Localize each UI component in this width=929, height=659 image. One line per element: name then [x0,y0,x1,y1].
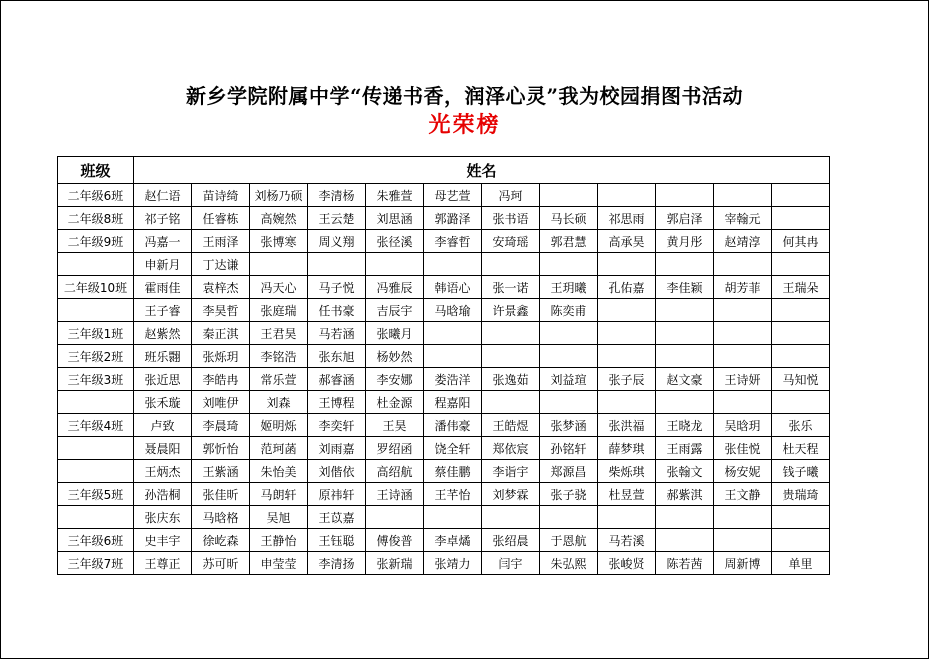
name-cell: 马长硕 [540,207,598,230]
name-cell: 丁达谦 [192,253,250,276]
table-row [58,207,830,230]
name-cell: 陈若茜 [656,552,714,575]
name-cell [656,253,714,276]
table-row [58,391,830,414]
name-cell: 黄月彤 [656,230,714,253]
name-cell: 马朗轩 [250,483,308,506]
name-cell: 张烁玥 [192,345,250,368]
name-cell: 任睿栋 [192,207,250,230]
class-cell [58,460,134,483]
name-cell: 张佳昕 [192,483,250,506]
name-cell: 高婉然 [250,207,308,230]
name-cell: 聂晨阳 [134,437,192,460]
table-row [58,460,830,483]
name-cell: 张一诺 [482,276,540,299]
name-cell [714,529,772,552]
name-cell: 韩语心 [424,276,482,299]
page-title: 新乡学院附属中学“传递书香，润泽心灵”我为校园捐图书活动 [185,84,743,108]
name-cell [598,299,656,322]
name-cell: 吉辰宇 [366,299,424,322]
name-cell [482,506,540,529]
name-cell: 罗绍函 [366,437,424,460]
name-cell: 贵瑞琦 [772,483,830,506]
name-cell: 王钰聪 [308,529,366,552]
name-cell [772,506,830,529]
name-cell: 王炳杰 [134,460,192,483]
name-cell: 史丰宇 [134,529,192,552]
class-cell: 三年级6班 [58,529,134,552]
name-cell [714,345,772,368]
name-cell: 王静怡 [250,529,308,552]
name-cell: 周义翔 [308,230,366,253]
name-cell: 王昊 [366,414,424,437]
name-cell: 郭忻怡 [192,437,250,460]
name-cell: 郭启泽 [656,207,714,230]
name-cell: 吴晗玥 [714,414,772,437]
name-cell: 赵文豪 [656,368,714,391]
donor-table-body [58,157,830,575]
name-cell: 傅俊普 [366,529,424,552]
name-cell: 杜昱萱 [598,483,656,506]
class-cell [58,391,134,414]
name-cell [656,391,714,414]
name-cell: 刘杨乃硕 [250,184,308,207]
name-cell: 宰翰元 [714,207,772,230]
name-cell [540,391,598,414]
name-cell: 祁子铭 [134,207,192,230]
name-cell: 王紫涵 [192,460,250,483]
name-cell: 杨妙然 [366,345,424,368]
name-cell [656,506,714,529]
name-cell: 姬明烁 [250,414,308,437]
name-cell [772,207,830,230]
class-cell [58,253,134,276]
name-cell: 王雨露 [656,437,714,460]
name-cell: 霍雨佳 [134,276,192,299]
name-cell: 刘偕依 [308,460,366,483]
name-cell: 卢致 [134,414,192,437]
name-cell [656,345,714,368]
name-cell: 王博程 [308,391,366,414]
name-cell [598,322,656,345]
name-cell: 刘雨嘉 [308,437,366,460]
name-cell: 母艺萱 [424,184,482,207]
name-cell: 刘唯伊 [192,391,250,414]
name-cell: 马若溪 [598,529,656,552]
name-cell [714,184,772,207]
name-cell: 杜天程 [772,437,830,460]
name-cell: 李卓燏 [424,529,482,552]
name-cell: 张庭瑞 [250,299,308,322]
name-cell: 王苡嘉 [308,506,366,529]
name-cell: 李安娜 [366,368,424,391]
name-cell [424,345,482,368]
name-cell: 申莹莹 [250,552,308,575]
table-row [58,368,830,391]
table-row [58,437,830,460]
name-cell [772,253,830,276]
name-cell: 张子辰 [598,368,656,391]
table-row [58,552,830,575]
name-cell: 李奕轩 [308,414,366,437]
name-cell: 孔佑嘉 [598,276,656,299]
name-cell: 朱弘熙 [540,552,598,575]
name-cell [772,184,830,207]
name-cell: 任书豪 [308,299,366,322]
name-cell: 郭君慧 [540,230,598,253]
name-cell [482,253,540,276]
name-cell: 柴烁琪 [598,460,656,483]
name-cell: 李皓冉 [192,368,250,391]
name-cell: 安琦瑶 [482,230,540,253]
name-cell: 郭潞泽 [424,207,482,230]
name-cell: 王尊正 [134,552,192,575]
name-cell: 李清扬 [308,552,366,575]
name-cell [540,322,598,345]
name-cell: 赵紫然 [134,322,192,345]
class-cell: 二年级6班 [58,184,134,207]
name-cell: 张径溪 [366,230,424,253]
name-cell: 冯珂 [482,184,540,207]
name-cell: 原祎轩 [308,483,366,506]
name-cell [424,322,482,345]
name-cell [540,184,598,207]
name-cell: 冯雅辰 [366,276,424,299]
name-cell: 王晓龙 [656,414,714,437]
donor-table [57,156,830,575]
table-row [58,483,830,506]
name-cell: 周新博 [714,552,772,575]
name-cell: 袁梓杰 [192,276,250,299]
name-cell: 李铭浩 [250,345,308,368]
name-cell: 秦正淇 [192,322,250,345]
table-row [58,299,830,322]
name-cell: 张乐 [772,414,830,437]
name-cell [598,506,656,529]
name-cell: 张翰文 [656,460,714,483]
name-cell [540,506,598,529]
name-cell: 王玥曦 [540,276,598,299]
name-cell: 陈奕甫 [540,299,598,322]
name-cell: 程嘉阳 [424,391,482,414]
table-row [58,414,830,437]
name-cell: 朱雅萱 [366,184,424,207]
name-cell: 马晗瑜 [424,299,482,322]
name-cell: 杨安妮 [714,460,772,483]
name-cell: 苏可昕 [192,552,250,575]
name-cell [598,345,656,368]
name-cell [656,184,714,207]
name-cell: 马若涵 [308,322,366,345]
name-cell: 何其冉 [772,230,830,253]
name-cell: 常乐萱 [250,368,308,391]
name-cell: 孙铭轩 [540,437,598,460]
class-cell [58,299,134,322]
name-cell [598,391,656,414]
name-cell [482,322,540,345]
honor-roll-subtitle: 光荣榜 [428,113,501,138]
name-cell: 王诗妍 [714,368,772,391]
name-cell: 张近思 [134,368,192,391]
name-cell: 张梦涵 [540,414,598,437]
name-cell: 张新瑞 [366,552,424,575]
class-cell: 三年级7班 [58,552,134,575]
name-cell [772,391,830,414]
name-cell [598,253,656,276]
name-cell: 单里 [772,552,830,575]
name-cell: 王云楚 [308,207,366,230]
name-cell [772,299,830,322]
name-cell: 赵靖淳 [714,230,772,253]
name-cell: 冯天心 [250,276,308,299]
name-cell: 张书语 [482,207,540,230]
name-cell [540,345,598,368]
name-cell: 马知悦 [772,368,830,391]
name-cell: 李清杨 [308,184,366,207]
name-cell: 李昊哲 [192,299,250,322]
name-cell [366,506,424,529]
name-cell: 高绍航 [366,460,424,483]
name-cell: 张博寒 [250,230,308,253]
name-cell: 刘思涵 [366,207,424,230]
name-cell [482,345,540,368]
name-cell: 李诣宇 [482,460,540,483]
name-cell: 徐屹森 [192,529,250,552]
name-cell: 苗诗绮 [192,184,250,207]
class-cell: 三年级4班 [58,414,134,437]
name-cell: 张子骁 [540,483,598,506]
name-cell: 李晨琦 [192,414,250,437]
name-cell [656,299,714,322]
name-cell: 王文静 [714,483,772,506]
table-row [58,529,830,552]
name-cell: 郝紫淇 [656,483,714,506]
name-cell: 张洪福 [598,414,656,437]
name-cell: 刘益瑄 [540,368,598,391]
table-row [58,506,830,529]
name-cell: 吴旭 [250,506,308,529]
name-cell [308,253,366,276]
name-cell: 王瑞朵 [772,276,830,299]
class-cell: 二年级8班 [58,207,134,230]
name-cell: 胡芳菲 [714,276,772,299]
name-cell [424,506,482,529]
name-cell: 张曦月 [366,322,424,345]
name-cell: 孙浩桐 [134,483,192,506]
table-row [58,230,830,253]
class-cell [58,506,134,529]
name-cell: 赵仁语 [134,184,192,207]
name-cell [772,345,830,368]
name-cell: 王雨泽 [192,230,250,253]
name-cell: 朱怡美 [250,460,308,483]
table-row [58,253,830,276]
header-class: 班级 [58,157,134,184]
name-cell: 李睿哲 [424,230,482,253]
name-cell [598,184,656,207]
name-cell: 闫宇 [482,552,540,575]
name-cell [714,253,772,276]
name-cell: 薛梦琪 [598,437,656,460]
class-cell: 三年级5班 [58,483,134,506]
name-cell [714,506,772,529]
name-cell: 张禾璇 [134,391,192,414]
class-cell: 三年级1班 [58,322,134,345]
table-row [58,345,830,368]
name-cell: 娄浩洋 [424,368,482,391]
name-cell [772,322,830,345]
name-cell: 王皓煜 [482,414,540,437]
name-cell: 张庆东 [134,506,192,529]
name-cell: 钱子曦 [772,460,830,483]
name-cell [714,391,772,414]
name-cell: 张峻贤 [598,552,656,575]
name-cell: 冯嘉一 [134,230,192,253]
name-cell: 刘森 [250,391,308,414]
name-cell: 张逸茹 [482,368,540,391]
name-cell [772,529,830,552]
name-cell: 范珂菡 [250,437,308,460]
name-cell: 郝睿涵 [308,368,366,391]
name-cell: 蔡佳鹏 [424,460,482,483]
name-cell [714,299,772,322]
name-cell: 潘伟豪 [424,414,482,437]
name-cell: 王君昊 [250,322,308,345]
name-cell [656,322,714,345]
name-cell: 许景鑫 [482,299,540,322]
name-cell: 马晗格 [192,506,250,529]
name-cell: 郑源昌 [540,460,598,483]
name-cell [482,391,540,414]
name-cell: 张绍晨 [482,529,540,552]
name-cell [250,253,308,276]
table-row [58,184,830,207]
name-cell: 张靖力 [424,552,482,575]
class-cell: 三年级3班 [58,368,134,391]
table-row [58,276,830,299]
name-cell: 张佳悦 [714,437,772,460]
name-cell: 祁思雨 [598,207,656,230]
name-cell: 王子睿 [134,299,192,322]
name-cell: 王芊怡 [424,483,482,506]
class-cell: 二年级9班 [58,230,134,253]
name-cell [540,253,598,276]
name-cell: 郑依宸 [482,437,540,460]
table-row [58,322,830,345]
class-cell [58,437,134,460]
name-cell: 班乐翾 [134,345,192,368]
name-cell [714,322,772,345]
header-names: 姓名 [134,157,830,184]
name-cell [424,253,482,276]
name-cell [366,253,424,276]
name-cell: 刘梦霖 [482,483,540,506]
name-cell: 张东旭 [308,345,366,368]
name-cell: 于恩航 [540,529,598,552]
class-cell: 三年级2班 [58,345,134,368]
name-cell: 申新月 [134,253,192,276]
name-cell: 马子悦 [308,276,366,299]
name-cell: 李佳颖 [656,276,714,299]
name-cell: 杜金源 [366,391,424,414]
name-cell [656,529,714,552]
name-cell: 高承昊 [598,230,656,253]
name-cell: 饶全轩 [424,437,482,460]
table-header-row [58,157,830,184]
name-cell: 王诗涵 [366,483,424,506]
class-cell: 二年级10班 [58,276,134,299]
